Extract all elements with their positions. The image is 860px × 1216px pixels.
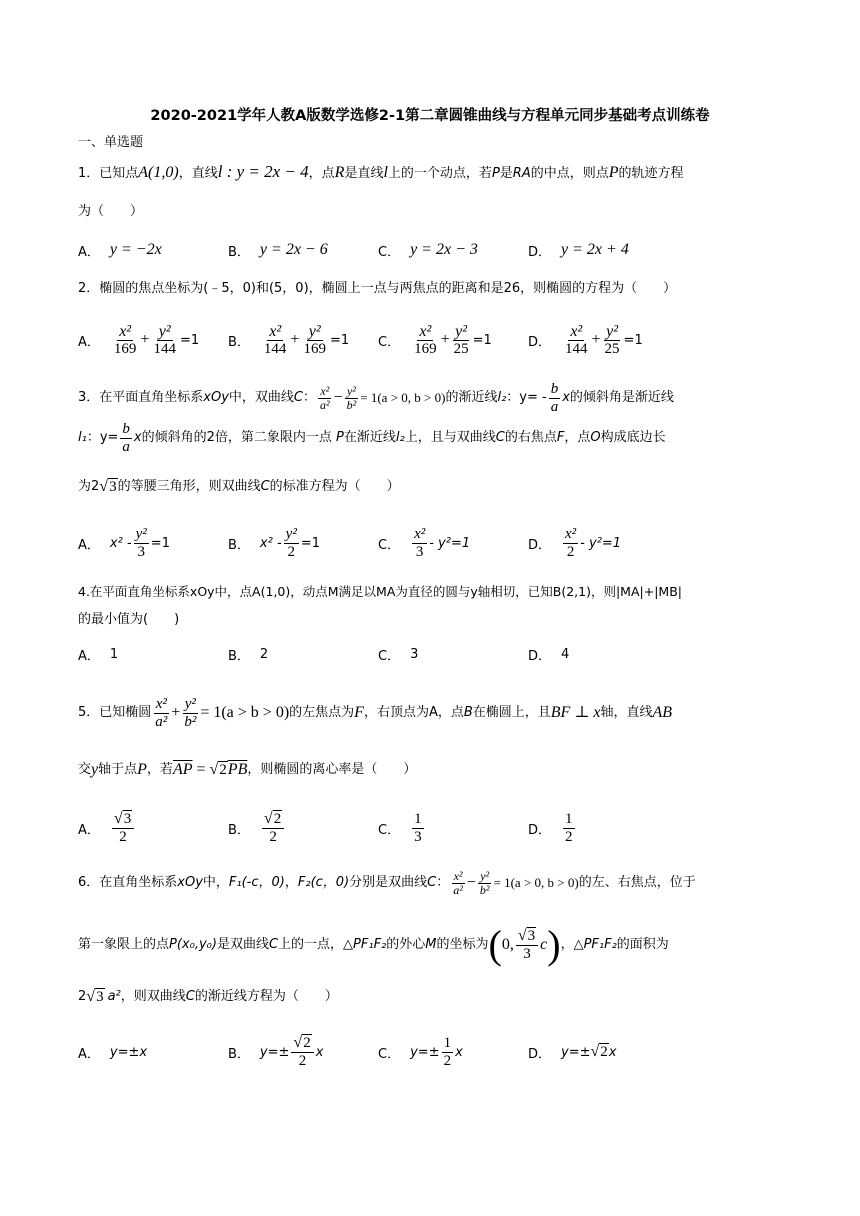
q6-option-a[interactable]: A． y=±x [78,1044,148,1062]
q6-option-b[interactable]: B． y=± $\frac{√2}{2}$ x [228,1034,324,1069]
q5-options [78,806,798,850]
q2-stem: 2．椭圆的焦点坐标为(﹣5，0)和(5，0)，椭圆上一点与两焦点的距离和是26，则椭圆的方程为（ ） [78,281,677,296]
q3-stem-line2: l₁ ：y= $\frac{b}{a}$ x 的倾斜角的2倍，第二象限内一点 P 在渐近线 l₂ 上，且与双曲线 C 的右焦点 F ，点 O 构成底边长 [78,420,666,455]
q4-stem-line1: 4.在平面直角坐标系xOy中，点A(1,0)，动点M满足以MA为直径的圆与y轴相切，已知B(2,1)，则|MA|+|MB| [78,584,682,599]
q6-option-c[interactable]: C． y=± $\frac{1}{2}$ x [378,1034,463,1069]
q6-stem-line1: 6．在直角坐标系 xOy 中， F₁(-c，0) ， F₂(c，0) 分别是双曲线 C ： $\frac{\text{x²}}{\text{a²}}$ − $\frac{\text{y²}}{\text{b²}}$ = 1(a > 0, b > 0) 的左、右焦点，位于 [78,868,696,897]
q3-stem-line3: 为2 √3 的等腰三角形，则双曲线 C 的标准方程为（ ） [78,478,400,495]
q3-option-b[interactable]: B． x² - $\frac{\text{y²}}{2}$ =1 [228,525,320,560]
page-title: 2020-2021学年人教A版数学选修2-1第二章圆锥曲线与方程单元同步基础考点训练卷 [150,108,710,124]
q2-option-a[interactable]: A． $\frac{\text{x²}}{169}$ + $\frac{\text{y²}}{144}$ =1 [78,322,200,357]
q2-option-d[interactable]: D． $\frac{\text{x²}}{144}$ + $\frac{\text{y²}}{25}$ =1 [528,322,643,357]
q6-stem-line2: 第一象限上的点 P(x₀,y₀) 是双曲线 C 上的一点，△ PF₁F₂ 的外心 M 的坐标为 ( 0, $\frac{√3}{3}$ c ) ，△ PF₁F₂ 的面积为 [78,922,669,967]
q3-option-a[interactable]: A． x² - $\frac{\text{y²}}{3}$ =1 [78,525,170,560]
q3-option-c[interactable]: C． $\frac{\text{x²}}{3}$ - y²=1 [378,525,471,560]
q5-option-d[interactable]: D． $\frac{1}{2}$ [528,810,573,845]
q1-option-b[interactable]: B． y = 2x − 6 [228,241,328,260]
q2-option-c[interactable]: C． $\frac{\text{x²}}{169}$ + $\frac{\text{y²}}{25}$ =1 [378,322,492,357]
q5-option-c[interactable]: C． $\frac{1}{3}$ [378,810,422,845]
q4-option-b[interactable]: B． 2 [228,646,269,664]
q6-stem-line3: 2 √3 a² ，则双曲线 C 的渐近线方程为（ ） [78,988,338,1005]
q4-options [78,642,798,666]
section-heading: 一、单选题 [78,135,144,150]
q3-option-d[interactable]: D． $\frac{\text{x²}}{2}$ - y²=1 [528,525,622,560]
q1-option-d[interactable]: D． y = 2x + 4 [528,241,629,260]
q3-options [78,523,798,563]
q3-stem-line1: 3．在平面直角坐标系 xOy 中，双曲线 C ： $\frac{\text{x²}}{\text{a²}}$ − $\frac{\text{y²}}{\text{b²}}$ = 1(a > 0, b > 0) 的渐近线 l₂ ：y= - $\frac{b}{a}$ x 的倾斜角是渐近线 [78,380,674,415]
q1-stem-line2: 为（ ） [78,204,144,219]
q5-stem-line1: 5．已知椭圆 $\frac{\text{x²}}{\text{a²}}$ + $\frac{\text{y²}}{\text{b²}}$ = 1(a > b > 0) 的左焦点为 F ，右顶点为A，点 B 在椭圆上，且 BF ⊥ x 轴，直线 AB [78,695,673,730]
q5-stem-line2: 交 y 轴于点 P ，若 $\overline{AP}$ = √2 $\overline{PB}$ ，则椭圆的离心率是（ ） [78,761,417,778]
q6-option-d[interactable]: D． y=± √2 x [528,1043,617,1062]
q1-option-a[interactable]: A． y = −2x [78,241,162,260]
q4-option-d[interactable]: D． 4 [528,646,570,664]
q5-option-b[interactable]: B． $\frac{√2}{2}$ [228,806,286,850]
q1-options [78,230,798,270]
q4-option-a[interactable]: A． 1 [78,646,119,664]
q1-stem-line1: 1．已知点A(1,0)，直线l : y = 2x − 4，点R是直线l上的一个动点，若P是RA的中点，则点P的轨迹方程 [78,162,684,181]
q1-option-c[interactable]: C． y = 2x − 3 [378,241,478,260]
q4-stem-line2: 的最小值为( ) [78,612,180,627]
q6-options [78,1030,798,1074]
q2-options [78,320,798,360]
q4-option-c[interactable]: C． 3 [378,646,419,664]
q5-option-a[interactable]: A． $\frac{√3}{2}$ [78,806,136,850]
q2-option-b[interactable]: B． $\frac{\text{x²}}{144}$ + $\frac{\text{y²}}{169}$ =1 [228,322,350,357]
